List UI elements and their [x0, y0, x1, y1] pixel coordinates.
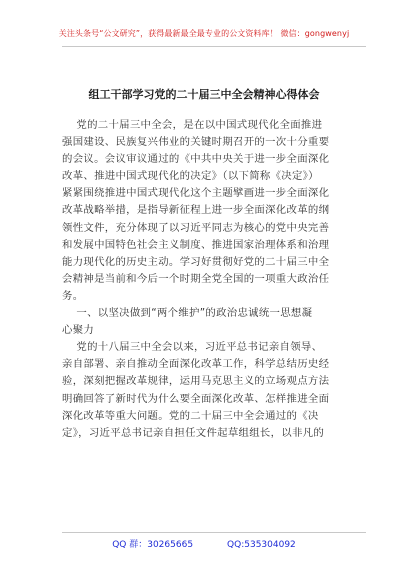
body-line: 改革战略举措，是指导新征程上进一步全面深化改革的纲: [62, 204, 330, 217]
body-line: 党的二十届三中全会，是在以中国式现代化全面推进: [62, 119, 323, 131]
body-line: 亲自部署、亲自推动全面深化改革工作，科学总结历史经: [62, 358, 330, 371]
footer-divider: [62, 532, 366, 533]
body-line: 和发展中国特色社会主义制度、推进国家治理体系和治理: [62, 238, 330, 251]
body-line: 强国建设、民族复兴伟业的关键时期召开的一次十分重要: [62, 136, 330, 149]
header-divider: [62, 46, 366, 47]
body-line: 深化改革等重大问题。党的二十届三中全会通过的《决: [62, 409, 319, 422]
body-line: 党的十八届三中全会以来，习近平总书记亲自领导、: [62, 341, 323, 354]
body-line: 务。: [62, 289, 84, 302]
footer-contact: [0, 537, 408, 550]
document-title: 组工干部学习党的二十届三中全会精神心得体会: [88, 88, 320, 101]
header-promo-note: 关注头条号“公文研究”，获得最新最全最专业的公文资料库！ 微信：gongwenyj: [58, 29, 350, 38]
body-line: 紧紧围绕推进中国式现代化这个主题擘画进一步全面深化: [62, 187, 330, 200]
body-line: 改革、推进中国式现代化的决定》（以下简称《决定》）: [62, 170, 319, 183]
body-line: 验，深刻把握改革规律，运用马克思主义的立场观点方法: [62, 375, 330, 388]
document-body: [62, 117, 352, 442]
body-line: 领性文件，充分体现了以习近平同志为核心的党中央完善: [62, 221, 330, 234]
body-line: 能力现代化的历史主动。学习好贯彻好党的二十届三中全: [62, 255, 330, 268]
body-line: 明确回答了新时代为什么要全面深化改革、怎样推进全面: [62, 392, 330, 405]
body-line: 定》，习近平总书记亲自担任文件起草组组长，以非凡的: [62, 426, 325, 439]
footer-qq-group: QQ 群：30265665: [112, 540, 194, 550]
body-line: 会精神是当前和今后一个时期全党全国的一项重大政治任: [62, 272, 330, 285]
section-heading-line: 心聚力: [62, 324, 95, 337]
footer-qq: QQ:535304092: [227, 540, 296, 550]
body-line: 的会议。会议审议通过的《中共中央关于进一步全面深化: [62, 153, 330, 166]
section-heading-line: 一、以坚决做到“两个维护”的政治忠诚统一思想凝: [62, 307, 313, 320]
